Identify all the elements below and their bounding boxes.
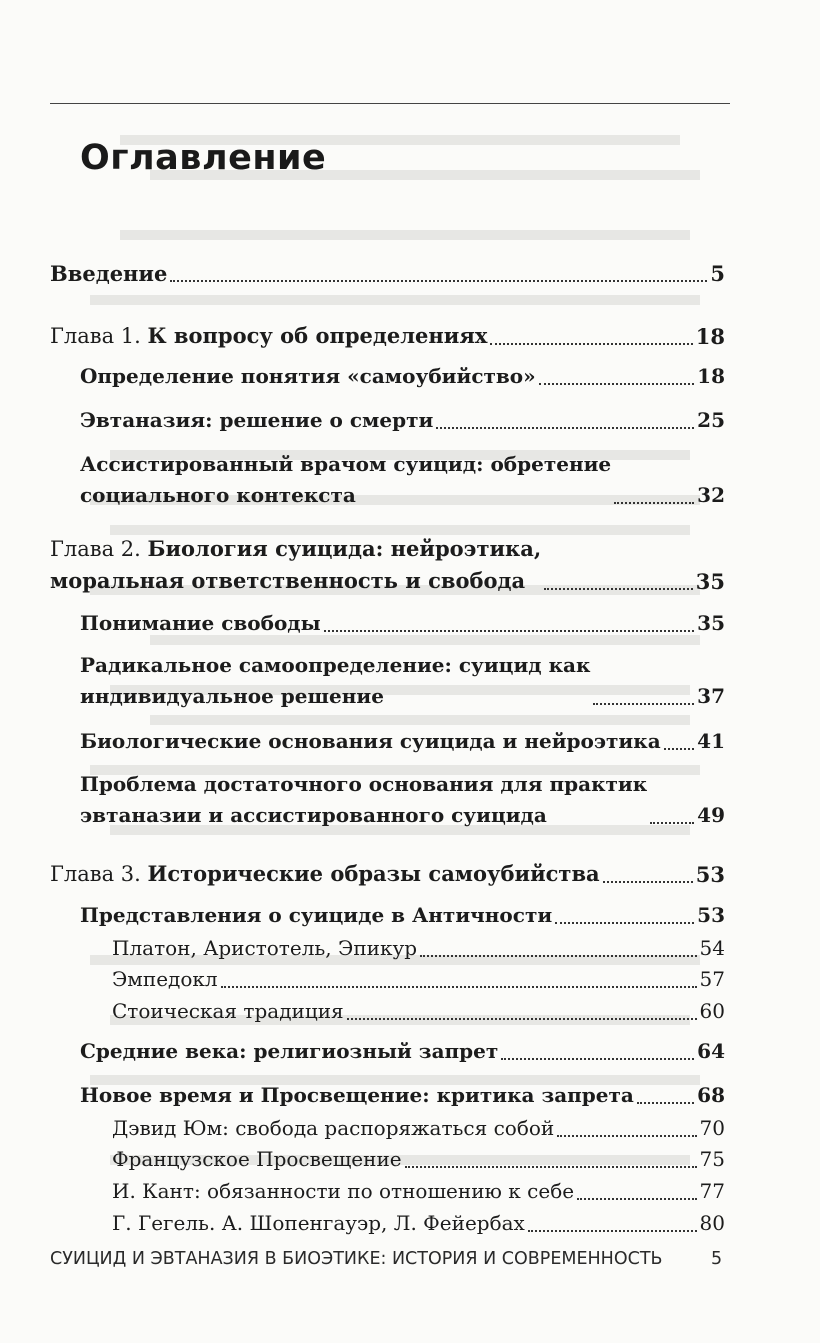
toc-page-number: 60 [699,999,725,1023]
toc-entry-title: Г. Гегель. А. Шопенгауэр, Л. Фейербах [112,1211,525,1235]
toc-entry-title-line1: Биология суицида: нейроэтика, [147,536,542,561]
dot-leader [347,1018,697,1020]
toc-entry-subsection[interactable] [112,964,725,995]
toc-entry-subsection[interactable] [112,1144,725,1175]
dot-leader [557,1135,696,1137]
dot-leader [555,922,694,924]
toc-entry-introduction[interactable] [50,258,725,289]
toc-page-number: 77 [699,1179,725,1203]
dot-leader [637,1102,694,1104]
toc-page-number: 25 [697,408,725,432]
toc-entry-title: Платон, Аристотель, Эпикур [112,936,418,960]
toc-page-number: 5 [710,261,725,286]
dot-leader [539,383,695,385]
dot-leader [501,1058,694,1060]
toc-entry-section[interactable] [80,361,725,392]
toc-entry-section[interactable] [80,608,725,639]
dot-leader [221,986,697,988]
toc-entry-chapter-2[interactable] [50,535,725,597]
toc-entry-subsection[interactable] [112,933,725,964]
dot-leader [436,427,694,429]
dot-leader [664,748,694,750]
toc-page-number: 75 [699,1147,725,1171]
toc-page-number: 18 [695,324,725,349]
toc-entry-section[interactable] [80,900,725,931]
toc-entry-title: Определение понятия «самоубийство» [80,364,536,388]
toc-entry-chapter-1[interactable] [50,320,725,352]
toc-entry-title-line2: социального контекста [80,483,356,507]
toc-page-number: 53 [695,862,725,887]
toc-entry-title: Французское Просвещение [112,1147,402,1171]
toc-entry-title: Биологические основания суицида и нейроэтика [80,729,661,753]
toc-entry-title: Эмпедокл [112,967,218,991]
toc-page-number: 18 [697,364,725,388]
toc-page-number: 64 [697,1039,725,1063]
toc-entry-title-line2: моральная ответственность и свобода [50,568,526,593]
toc-entry-section[interactable] [80,1036,725,1067]
chapter-prefix: Глава 1. [50,324,148,348]
toc-entry-title-line1: Ассистированный врачом суицид: обретение [80,452,612,476]
toc-page-number: 35 [697,611,725,635]
toc-page-number: 53 [697,903,725,927]
chapter-prefix: Глава 3. [50,862,148,886]
header-rule [50,103,730,104]
dot-leader [544,588,693,590]
toc-entry-title: Понимание свободы [80,611,321,635]
dot-leader [405,1166,697,1168]
toc-page-number: 70 [699,1116,725,1140]
toc-entry-section[interactable] [80,449,725,511]
toc-entry-title-line1: Радикальное самоопределение: суицид как [80,653,591,677]
toc-page-number: 35 [695,569,725,594]
toc-entry-section[interactable] [80,1080,725,1111]
toc-entry-title: Дэвид Юм: свобода распоряжаться собой [112,1116,555,1140]
dot-leader [614,502,694,504]
footer-page-number: 5 [711,1249,723,1269]
chapter-prefix: Глава 2. [50,537,148,561]
dot-leader [420,955,696,957]
dot-leader [490,343,692,345]
toc-entry-section[interactable] [80,726,725,757]
toc-entry-title: Введение [50,261,168,286]
dot-leader [170,280,707,282]
toc-entry-subsection[interactable] [112,1208,725,1239]
dot-leader [577,1198,696,1200]
toc-entry-title: Средние века: религиозный запрет [80,1039,499,1063]
toc-page-number: 41 [697,729,725,753]
toc-entry-title: Представления о суициде в Античности [80,903,553,927]
toc-entry-title: Стоическая традиция [112,999,344,1023]
toc-entry-title: Эвтаназия: решение о смерти [80,408,434,432]
dot-leader [603,881,693,883]
toc-entry-title: Исторические образы самоубийства [147,861,600,886]
running-footer-title: СУИЦИД И ЭВТАНАЗИЯ В БИОЭТИКЕ: ИСТОРИЯ И СОВРЕМЕННОСТЬ [50,1249,663,1269]
toc-entry-section[interactable] [80,650,725,712]
toc-entry-title: И. Кант: обязанности по отношению к себе [112,1179,575,1203]
toc-entry-subsection[interactable] [112,1176,725,1207]
toc-entry-subsection[interactable] [112,996,725,1027]
toc-page-number: 49 [697,803,725,827]
toc-page-number: 32 [697,483,725,507]
toc-entry-title: Новое время и Просвещение: критика запрета [80,1083,634,1107]
toc-entry-title-line2: индивидуальное решение [80,684,384,708]
toc-page-number: 80 [699,1211,725,1235]
toc-entry-chapter-3[interactable] [50,858,725,890]
dot-leader [528,1230,697,1232]
toc-entry-title: К вопросу об определениях [147,323,488,348]
dot-leader [650,822,694,824]
toc-entry-section[interactable] [80,405,725,436]
toc-page-number: 54 [699,936,725,960]
toc-entry-subsection[interactable] [112,1113,725,1144]
toc-page-number: 68 [697,1083,725,1107]
dot-leader [593,703,694,705]
toc-page-number: 57 [699,967,725,991]
page-title: Оглавление [80,138,327,178]
toc-entry-section[interactable] [80,769,725,831]
toc-entry-title-line1: Проблема достаточного основания для практик [80,772,648,796]
dot-leader [324,630,694,632]
toc-page-number: 37 [697,684,725,708]
toc-entry-title-line2: эвтаназии и ассистированного суицида [80,803,547,827]
